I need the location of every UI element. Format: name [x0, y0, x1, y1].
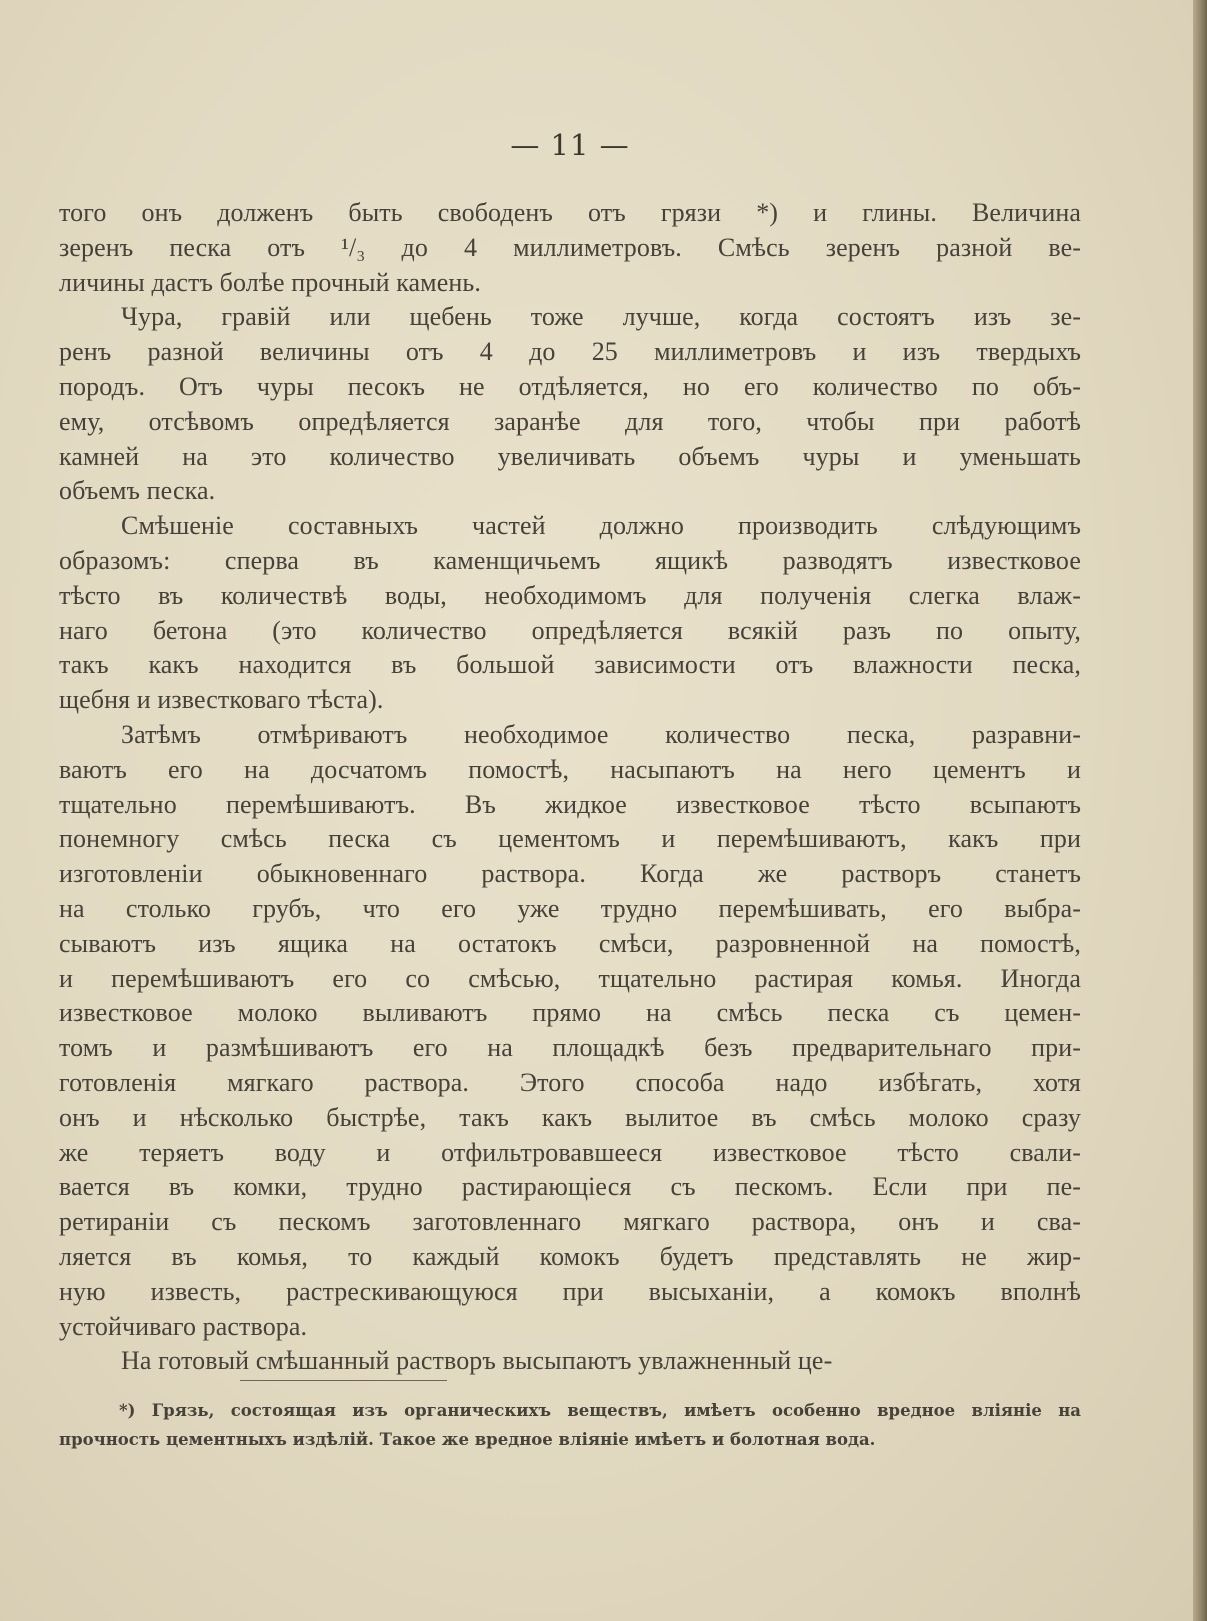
text-line: Смѣшеніе составныхъ частей должно производить слѣдующимъ — [121, 511, 1081, 541]
text-line: же теряетъ воду и отфильтровавшееся известковое тѣсто свали- — [59, 1137, 1081, 1167]
text-line: На готовый смѣшанный растворъ высыпаютъ увлажненный це- — [121, 1346, 833, 1376]
page-binding-edge — [1193, 0, 1207, 1621]
text-line: готовленія мягкаго раствора. Этого способа надо избѣгать, хотя — [59, 1067, 1081, 1097]
footnote — [59, 1396, 1081, 1454]
text-line: наго бетона (это количество опредѣляется всякій разъ по опыту, — [59, 615, 1081, 645]
text-line: ретираніи съ пескомъ заготовленнаго мягкаго раствора, онъ и сва- — [59, 1207, 1081, 1237]
text-line: того онъ долженъ быть свободенъ отъ грязи *) и глины. Величина — [59, 198, 1081, 227]
text-line: ваютъ его на досчатомъ помостѣ, насыпаютъ на него цементъ и — [59, 754, 1081, 784]
footnote-mark: *) — [119, 1401, 136, 1420]
body-text — [59, 196, 1081, 1379]
text-line: томъ и размѣшиваютъ его на площадкѣ безъ предварительнаго при- — [59, 1033, 1081, 1063]
text-line: тщательно перемѣшиваютъ. Въ жидкое известковое тѣсто всыпаютъ — [59, 789, 1081, 819]
text-line: вается въ комки, трудно растирающіеся съ пескомъ. Если при пе- — [59, 1172, 1081, 1202]
text-line: изготовленіи обыкновеннаго раствора. Когда же растворъ станетъ — [59, 859, 1081, 889]
footnote-text: Грязь, состоящая изъ органическихъ веществъ, имѣетъ особенно вредное вліяніе на прочность цементныхъ издѣлій. Такое же вредное вліяніе имѣетъ и болотная вода. — [59, 1401, 1081, 1449]
text-line: ляется въ комья, то каждый комокъ будетъ представлять не жир- — [59, 1241, 1081, 1271]
page-number: — 11 — — [510, 128, 630, 162]
text-line: ему, отсѣвомъ опредѣляется заранѣе для того, чтобы при работѣ — [59, 406, 1081, 436]
footnote-divider — [240, 1380, 447, 1381]
text-line: Затѣмъ отмѣриваютъ необходимое количество песка, разравни- — [121, 719, 1081, 749]
text-line: онъ и нѣсколько быстрѣе, такъ какъ вылитое въ смѣсь молоко сразу — [59, 1102, 1081, 1132]
text-line: объемъ песка. — [59, 476, 216, 506]
text-line: ную известь, растрескивающуюся при высыханіи, а комокъ вполнѣ — [59, 1276, 1081, 1306]
text-line: породъ. Отъ чуры песокъ не отдѣляется, но его количество по объ- — [59, 371, 1081, 401]
text-line: на столько грубъ, что его уже трудно перемѣшивать, его выбра- — [59, 893, 1081, 923]
text-line: Чура, гравій или щебень тоже лучше, когда состоятъ изъ зе- — [121, 302, 1081, 332]
text-line: понемногу смѣсь песка съ цементомъ и перемѣшиваютъ, какъ при — [59, 824, 1081, 854]
text-line: личины дастъ болѣе прочный камень. — [59, 267, 481, 297]
text-line: ренъ разной величины отъ 4 до 25 миллиметровъ и изъ твердыхъ — [59, 337, 1081, 367]
text-line: щебня и известковаго тѣста). — [59, 685, 384, 715]
text-line: зеренъ песка отъ ¹/₃ до 4 миллиметровъ. Смѣсь зеренъ разной ве- — [59, 232, 1081, 262]
text-line: образомъ: сперва въ каменщичьемъ ящикѣ разводятъ известковое — [59, 545, 1081, 575]
text-line: тѣсто въ количествѣ воды, необходимомъ для полученія слегка влаж- — [59, 580, 1081, 610]
text-line: и перемѣшиваютъ его со смѣсью, тщательно растирая комья. Иногда — [59, 963, 1081, 993]
text-line: устойчиваго раствора. — [59, 1311, 308, 1341]
text-line: камней на это количество увеличивать объемъ чуры и уменьшать — [59, 441, 1081, 471]
text-line: известковое молоко выливаютъ прямо на смѣсь песка съ цемен- — [59, 998, 1081, 1028]
text-line: сываютъ изъ ящика на остатокъ смѣси, разровненной на помостѣ, — [59, 928, 1081, 958]
text-line: такъ какъ находится въ большой зависимости отъ влажности песка, — [59, 650, 1081, 680]
